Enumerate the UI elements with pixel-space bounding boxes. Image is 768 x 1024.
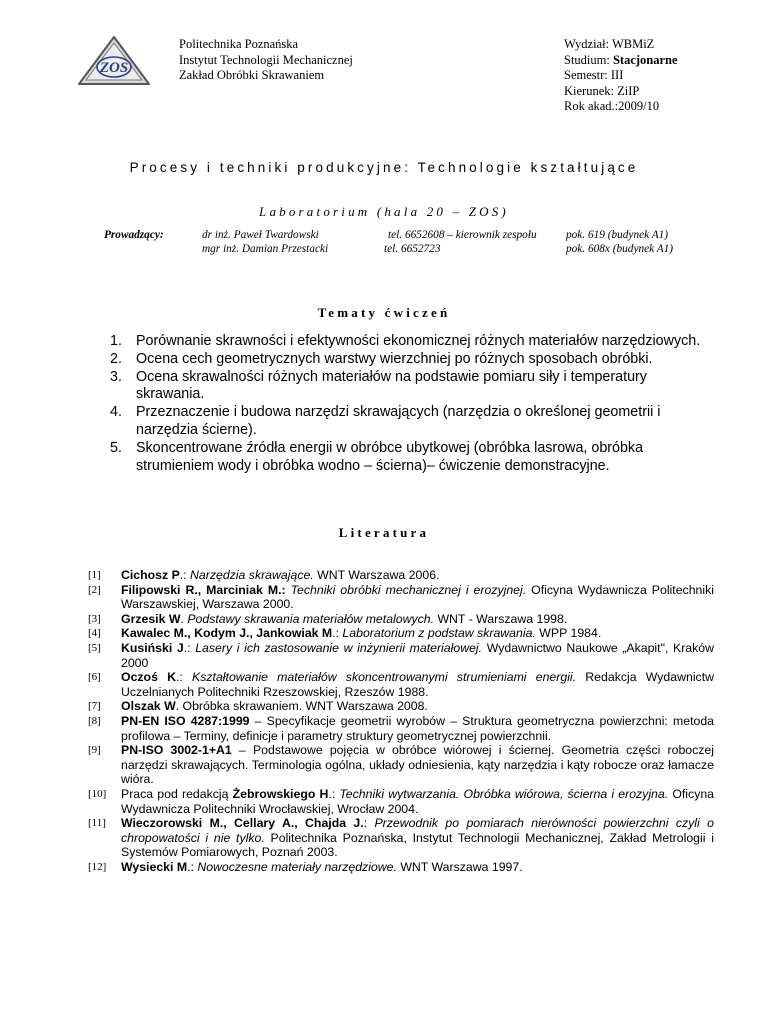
literature-item: [4] Kawalec M., Kodym J., Jankowiak M.: Laboratorium z podstaw skrawania. WPP 1984. bbox=[88, 626, 602, 641]
study-mode: Studium: Stacjonarne bbox=[564, 52, 678, 67]
instructor-2-room: pok. 608x (budynek A1) bbox=[566, 243, 674, 255]
topic-item: 4. Przeznaczenie i budowa narzędzi skrawających (narzędzia o określonej geometrii i narzędzia ścierne). bbox=[110, 404, 661, 438]
field-of-study: Kierunek: ZiIP bbox=[564, 83, 640, 98]
institution-department: Zakład Obróbki Skrawaniem bbox=[179, 68, 325, 82]
literature-item: [5] Kusiński J.: Lasery i ich zastosowanie w inżynierii materiałowej. Wydawnictwo Naukowe „Akapit", Kraków 2000 bbox=[88, 640, 715, 670]
institution-institute: Instytut Technologii Mechanicznej bbox=[179, 52, 353, 67]
literature-item: [8] PN-EN ISO 4287:1999 – Specyfikacje geometrii wyrobów – Struktura geometryczna powierzchni: metoda profilowa – Terminy, definicje i parametry struktury geometrycznej powierzchnii. bbox=[88, 713, 714, 743]
topic-item: 2. Ocena cech geometrycznych warstwy wierzchniej po różnych sposobach obróbki. bbox=[110, 350, 653, 367]
literature-list bbox=[88, 568, 714, 874]
svg-text:ZOS: ZOS bbox=[99, 60, 129, 76]
instructors-label: Prowadzący: bbox=[104, 229, 164, 241]
page-title: Procesy i techniki produkcyjne: Technologie kształtujące bbox=[129, 160, 639, 175]
literature-item: [10] Praca pod redakcją Żebrowskiego H.: Techniki wytwarzania. Obróbka wiórowa, ścierna i erozyjna. Oficyna Wydawnicza Politechniki Wrocławskiej, Wrocław 2004. bbox=[88, 786, 715, 816]
topic-item: 1. Porównanie skrawności i efektywności ekonomicznej różnych materiałów narzędziowych. bbox=[110, 333, 701, 349]
instructor-1-room: pok. 619 (budynek A1) bbox=[566, 229, 669, 241]
course-meta bbox=[564, 37, 678, 115]
academic-year: Rok akad.:2009/10 bbox=[564, 99, 660, 113]
literature-item: [3] Grzesik W. Podstawy skrawania materiałów metalowych. WNT - Warszawa 1998. bbox=[88, 611, 568, 626]
literature-item: [7] Olszak W. Obróbka skrawaniem. WNT Warszawa 2008. bbox=[88, 699, 428, 714]
topic-item: 3. Ocena skrawalności różnych materiałów na podstawie pomiaru siły i temperatury skrawania. bbox=[110, 368, 647, 403]
instructor-1-phone: tel. 6652608 – kierownik zespołu bbox=[388, 229, 537, 241]
topics-list bbox=[110, 333, 710, 475]
semester: Semestr: III bbox=[564, 68, 624, 82]
instructor-2-phone: tel. 6652723 bbox=[384, 243, 441, 255]
literature-item: [9] PN-ISO 3002-1+A1 – Podstawowe pojęcia w obróbce wiórowej i ściernej. Geometria części roboczej narzędzi skrawających. Terminologia ogólna, układy odniesienia, kąty narzędzia i kąty robocze oraz łamacze wióra. bbox=[88, 743, 714, 787]
topic-item: 5. Skoncentrowane źródła energii w obróbce ubytkowej (obróbka lasrowa, obróbka strumieniem wody i obróbka wodno – ścierna)– ćwiczenie demonstracyjne. bbox=[110, 439, 644, 474]
topics-heading: Tematy ćwiczeń bbox=[317, 305, 451, 320]
institution-university: Politechnika Poznańska bbox=[179, 37, 299, 51]
literature-item: [2] Filipowski R., Marciniak M.: Techniki obróbki mechanicznej i erozyjnej. Oficyna Wydawnicza Politechniki Warszawskiej, Warszawa 2000. bbox=[88, 582, 714, 612]
instructor-1-name: dr inż. Paweł Twardowski bbox=[202, 229, 319, 241]
literature-item: [6] Oczoś K.: Kształtowanie materiałów skoncentrowanymi strumieniami energii. Redakcja Wydawnictw Uczelnianych Politechniki Rzeszowskiej, Rzeszów 1988. bbox=[88, 670, 715, 699]
literature-item: [1] Cichosz P.: Narzędzia skrawające. WNT Warszawa 2006. bbox=[88, 568, 440, 582]
institution-block bbox=[179, 37, 353, 84]
literature-item: [11] Wieczorowski M., Cellary A., Chajda J.: Przewodnik po pomiarach nierówności powierzchni czyli o chropowatości i nie tylko. Politechnika Poznańska, Instytut Technologii Mechanicznej, Zakład Metrologii i Systemów Pomiarowych, Poznań 2003. bbox=[88, 816, 714, 860]
zos-logo bbox=[74, 34, 154, 90]
literature-heading: Literatura bbox=[338, 525, 430, 540]
faculty: Wydział: WBMiZ bbox=[564, 37, 655, 51]
instructor-2-name: mgr inż. Damian Przestacki bbox=[202, 243, 329, 255]
lab-title: Laboratorium (hala 20 – ZOS) bbox=[259, 204, 509, 219]
literature-item: [12] Wysiecki M.: Nowoczesne materiały narzędziowe. WNT Warszawa 1997. bbox=[88, 859, 523, 874]
